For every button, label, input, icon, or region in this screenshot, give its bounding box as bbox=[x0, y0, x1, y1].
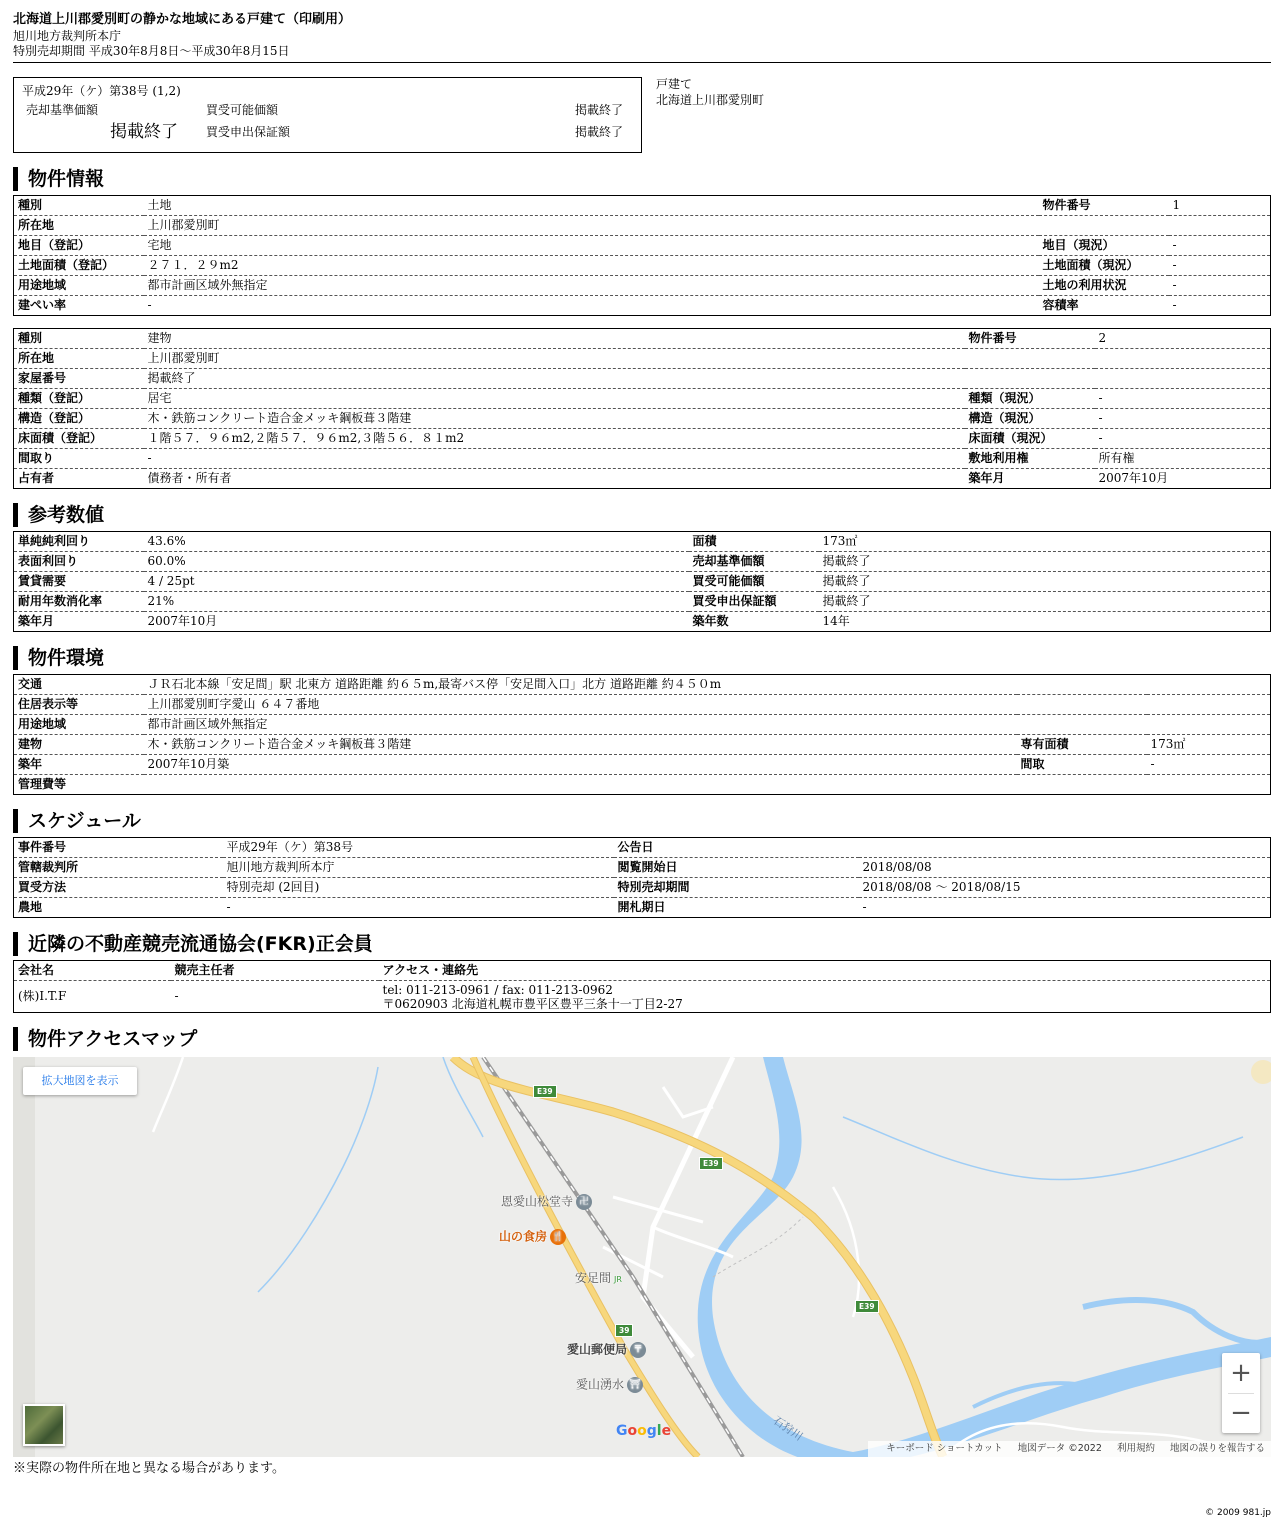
section-map: 物件アクセスマップ bbox=[13, 1027, 1271, 1051]
field-value: 債務者・所有者 bbox=[147, 470, 232, 485]
table-row bbox=[14, 429, 1271, 449]
field-label: 築年月 bbox=[18, 613, 55, 628]
table-row bbox=[14, 196, 1271, 216]
table-row bbox=[14, 329, 1271, 349]
table-row bbox=[14, 675, 1271, 695]
field-value: - bbox=[1095, 409, 1271, 429]
field-value: - bbox=[226, 899, 231, 914]
field-label: 交通 bbox=[14, 675, 144, 695]
table-row bbox=[14, 572, 1271, 592]
field-label: 閲覧開始日 bbox=[614, 858, 859, 878]
field-label: 種類（現況） bbox=[965, 389, 1095, 409]
price-box bbox=[13, 77, 642, 153]
buyable-price-label: 買受可能価額 bbox=[206, 103, 279, 118]
field-label: 間取 bbox=[1017, 755, 1147, 775]
table-row bbox=[14, 612, 1271, 632]
field-value: 建物 bbox=[144, 329, 965, 349]
field-value bbox=[1147, 775, 1271, 795]
field-value: - bbox=[1095, 429, 1271, 449]
environment-table bbox=[13, 674, 1271, 795]
field-value bbox=[1095, 349, 1271, 369]
property-location: 北海道上川郡愛別町 bbox=[656, 92, 765, 107]
field-label: 耐用年数消化率 bbox=[14, 592, 144, 612]
field-label: 築年月 bbox=[968, 470, 1005, 485]
field-label bbox=[1017, 675, 1147, 695]
field-value: 旭川地方裁判所本庁 bbox=[223, 858, 614, 878]
copyright: © 2009 981.jp bbox=[1205, 1508, 1271, 1518]
logo-g: G bbox=[616, 1423, 628, 1440]
field-label: 建ぺい率 bbox=[18, 297, 67, 312]
field-label: 特別売却期間 bbox=[614, 878, 859, 898]
field-label: 専有面積 bbox=[1017, 735, 1147, 755]
field-label: 買受申出保証額 bbox=[689, 592, 819, 612]
field-value: 宅地 bbox=[144, 236, 1039, 256]
field-value bbox=[1147, 715, 1271, 735]
field-value: 所有権 bbox=[1095, 449, 1271, 469]
field-value: 173㎡ bbox=[819, 532, 1271, 552]
field-label: 占有者 bbox=[18, 470, 55, 485]
report-error-link[interactable]: 地図の誤りを報告する bbox=[1169, 1443, 1265, 1455]
field-value: - bbox=[1095, 389, 1271, 409]
page bbox=[13, 12, 1271, 1478]
base-price-label: 売却基準価額 bbox=[26, 103, 99, 118]
field-label: 床面積（登記） bbox=[14, 429, 144, 449]
sale-period: 特別売却期間 平成30年8月8日～平成30年8月15日 bbox=[13, 44, 290, 59]
field-value: - bbox=[1169, 236, 1271, 256]
field-label: 農地 bbox=[18, 899, 43, 914]
field-label: 買受可能価額 bbox=[689, 572, 819, 592]
field-value: 上川郡愛別町 bbox=[144, 216, 1039, 236]
section-environment: 物件環境 bbox=[13, 646, 1271, 670]
header-divider bbox=[13, 62, 1271, 63]
field-value: 掲載終了 bbox=[819, 592, 1271, 612]
temple-icon: 卍 bbox=[576, 1194, 592, 1210]
field-value: 上川郡愛別町字愛山 ６４７番地 bbox=[144, 695, 1017, 715]
case-number: 平成29年（ケ）第38号 (1,2) bbox=[22, 84, 181, 99]
field-value bbox=[1147, 675, 1271, 695]
zoom-control bbox=[1222, 1353, 1260, 1433]
section-fkr: 近隣の不動産競売流通協会(FKR)正会員 bbox=[13, 932, 1271, 956]
table-row bbox=[14, 532, 1271, 552]
field-label: 用途地域 bbox=[14, 715, 144, 735]
field-label: 用途地域 bbox=[14, 276, 144, 296]
map-canvas bbox=[13, 1057, 1271, 1457]
field-value: 2018/08/08 bbox=[859, 858, 1271, 878]
fkr-contact bbox=[379, 981, 1271, 1013]
field-label bbox=[1017, 695, 1147, 715]
property-type: 戸建て bbox=[656, 77, 693, 92]
poi-restaurant[interactable] bbox=[499, 1229, 566, 1245]
field-value: 2007年10月 bbox=[1098, 470, 1169, 485]
summary bbox=[13, 77, 1271, 153]
property-overview bbox=[656, 77, 764, 153]
section-property-info: 物件情報 bbox=[13, 167, 1271, 191]
field-value: 居宅 bbox=[144, 389, 965, 409]
field-value: - bbox=[1147, 755, 1271, 775]
field-value: 掲載終了 bbox=[144, 369, 965, 389]
field-label: 築年 bbox=[14, 755, 144, 775]
map-note: ※実際の物件所在地と異なる場合があります。 bbox=[13, 1461, 285, 1477]
field-value: 60.0% bbox=[144, 552, 689, 572]
table-row bbox=[14, 256, 1271, 276]
table-row bbox=[14, 735, 1271, 755]
poi-station-label: 安足間 bbox=[575, 1271, 612, 1286]
field-value: 2007年10月築 bbox=[144, 755, 1017, 775]
fkr-header-agent: 競売主任者 bbox=[171, 961, 379, 981]
field-label: 土地の利用状況 bbox=[1039, 276, 1169, 296]
field-label: 種別 bbox=[14, 196, 144, 216]
field-value: 21% bbox=[144, 592, 689, 612]
building-table bbox=[13, 328, 1271, 489]
field-value: 14年 bbox=[822, 613, 850, 628]
field-value: 1 bbox=[1169, 196, 1271, 216]
table-row bbox=[14, 552, 1271, 572]
restaurant-icon: 🍴 bbox=[550, 1229, 566, 1245]
table-row bbox=[14, 695, 1271, 715]
court-name: 旭川地方裁判所本庁 bbox=[13, 28, 122, 43]
table-row bbox=[14, 469, 1271, 489]
field-label bbox=[1039, 216, 1169, 236]
map-attribution bbox=[868, 1441, 1271, 1457]
page-title: 北海道上川郡愛別町の静かな地域にある戸建て（印刷用） bbox=[13, 12, 352, 27]
field-value: 4 / 25pt bbox=[144, 572, 689, 592]
field-value: 木・鉄筋コンクリート造合金メッキ鋼板葺３階建 bbox=[144, 409, 965, 429]
field-value: - bbox=[1169, 256, 1271, 276]
field-value: 都市計画区域外無指定 bbox=[144, 715, 1017, 735]
river-label: 石狩川 bbox=[770, 1413, 806, 1444]
buyable-price-value: 掲載終了 bbox=[574, 103, 623, 118]
field-value: - bbox=[147, 297, 152, 312]
land-table bbox=[13, 195, 1271, 316]
field-label: 所在地 bbox=[14, 216, 144, 236]
field-value: ＪＲ石北本線「安足間」駅 北東方 道路距離 約６５m,最寄バス停「安足間入口」北方 道路距離 約４５０m bbox=[144, 675, 1017, 695]
field-value bbox=[859, 838, 1271, 858]
field-label: 地目（現況） bbox=[1039, 236, 1169, 256]
field-value: 2 bbox=[1095, 329, 1271, 349]
field-value: 都市計画区域外無指定 bbox=[144, 276, 1039, 296]
field-label: 家屋番号 bbox=[14, 369, 144, 389]
fkr-table bbox=[13, 960, 1271, 1013]
field-label: 表面利回り bbox=[14, 552, 144, 572]
field-value: 特別売却 (2回目) bbox=[223, 878, 614, 898]
fkr-header-company: 会社名 bbox=[14, 961, 171, 981]
poi-post-office[interactable] bbox=[567, 1342, 646, 1358]
enlarge-map-button[interactable]: 拡大地図を表示 bbox=[23, 1067, 137, 1095]
field-label: 事件番号 bbox=[14, 838, 223, 858]
table-row bbox=[14, 981, 1271, 1013]
table-row bbox=[14, 389, 1271, 409]
fkr-header-contact: アクセス・連絡先 bbox=[379, 961, 1271, 981]
map-data-text: 地図データ ©2022 bbox=[1017, 1443, 1102, 1455]
table-row bbox=[14, 369, 1271, 389]
field-value bbox=[1169, 216, 1271, 236]
keyboard-shortcuts-link[interactable]: キーボード ショートカット bbox=[886, 1443, 1003, 1455]
field-value: 上川郡愛別町 bbox=[144, 349, 965, 369]
table-row bbox=[14, 592, 1271, 612]
field-value bbox=[1147, 695, 1271, 715]
field-label: 構造（登記） bbox=[14, 409, 144, 429]
google-logo: Google bbox=[616, 1423, 672, 1440]
table-row bbox=[14, 409, 1271, 429]
poi-station[interactable] bbox=[575, 1271, 622, 1287]
reference-table bbox=[13, 531, 1271, 632]
table-row bbox=[14, 296, 1271, 316]
table-row bbox=[14, 838, 1271, 858]
poi-temple[interactable] bbox=[501, 1194, 592, 1210]
field-label: 容積率 bbox=[1042, 297, 1079, 312]
table-row bbox=[14, 961, 1271, 981]
field-label: 種別 bbox=[14, 329, 144, 349]
field-label: 種類（登記） bbox=[14, 389, 144, 409]
field-value bbox=[144, 775, 1017, 795]
access-map[interactable] bbox=[13, 1057, 1271, 1457]
field-label bbox=[1017, 775, 1147, 795]
base-price-value: 掲載終了 bbox=[110, 122, 178, 143]
field-value: 掲載終了 bbox=[819, 552, 1271, 572]
poi-spring[interactable] bbox=[576, 1377, 643, 1393]
route-39-shield: 39 bbox=[615, 1324, 633, 1337]
field-label: 間取り bbox=[14, 449, 144, 469]
field-label: 土地面積（現況） bbox=[1039, 256, 1169, 276]
field-value: - bbox=[144, 449, 965, 469]
table-row bbox=[14, 449, 1271, 469]
field-value: ２７１．２９m2 bbox=[144, 256, 1039, 276]
field-label bbox=[1017, 715, 1147, 735]
field-label: 物件番号 bbox=[1039, 196, 1169, 216]
table-row bbox=[14, 349, 1271, 369]
table-row bbox=[14, 775, 1271, 795]
poi-restaurant-label: 山の食房 bbox=[499, 1229, 548, 1244]
table-row bbox=[14, 276, 1271, 296]
field-label: 建物 bbox=[14, 735, 144, 755]
field-label: 地目（登記） bbox=[14, 236, 144, 256]
field-label: 土地面積（登記） bbox=[14, 256, 144, 276]
field-value: 2007年10月 bbox=[147, 613, 218, 628]
field-value: 土地 bbox=[144, 196, 1039, 216]
fkr-agent: - bbox=[174, 988, 179, 1003]
zoom-in-button[interactable]: + bbox=[1230, 1358, 1252, 1389]
field-label: 敷地利用権 bbox=[965, 449, 1095, 469]
table-row bbox=[14, 216, 1271, 236]
field-label: 公告日 bbox=[614, 838, 859, 858]
table-row bbox=[14, 715, 1271, 735]
table-row bbox=[14, 236, 1271, 256]
field-label: 管理費等 bbox=[18, 776, 67, 791]
field-label: 住居表示等 bbox=[14, 695, 144, 715]
schedule-table bbox=[13, 837, 1271, 918]
field-value: - bbox=[862, 899, 867, 914]
post-office-icon: 〒 bbox=[630, 1342, 646, 1358]
table-row bbox=[14, 878, 1271, 898]
field-label: 面積 bbox=[689, 532, 819, 552]
field-label bbox=[965, 369, 1095, 389]
field-value: - bbox=[1172, 297, 1177, 312]
field-value: 平成29年（ケ）第38号 bbox=[223, 838, 614, 858]
field-label: 開札期日 bbox=[617, 899, 666, 914]
field-label: 物件番号 bbox=[965, 329, 1095, 349]
field-label: 賃貸需要 bbox=[14, 572, 144, 592]
zoom-out-button[interactable]: − bbox=[1230, 1398, 1252, 1429]
field-value: １階５７．９６m2,２階５７．９６m2,３階５６．８１m2 bbox=[144, 429, 965, 449]
section-schedule: スケジュール bbox=[13, 809, 1271, 833]
poi-spring-label: 愛山湧水 bbox=[576, 1377, 625, 1392]
field-value: 43.6% bbox=[144, 532, 689, 552]
field-value: 木・鉄筋コンクリート造合金メッキ鋼板葺３階建 bbox=[144, 735, 1017, 755]
table-row bbox=[14, 755, 1271, 775]
table-row bbox=[14, 858, 1271, 878]
field-label: 築年数 bbox=[692, 613, 729, 628]
field-label: 構造（現況） bbox=[965, 409, 1095, 429]
field-label: 売却基準価額 bbox=[689, 552, 819, 572]
route-e39-shield: E39 bbox=[533, 1085, 557, 1098]
jr-station-icon: JR bbox=[614, 1275, 622, 1285]
fkr-tel: tel: 011-213-0961 / fax: 011-213-0962 bbox=[382, 982, 613, 997]
field-label: 単純純利回り bbox=[14, 532, 144, 552]
field-label: 買受方法 bbox=[14, 878, 223, 898]
field-label: 所在地 bbox=[14, 349, 144, 369]
field-value: 掲載終了 bbox=[819, 572, 1271, 592]
field-label: 床面積（現況） bbox=[965, 429, 1095, 449]
deposit-label: 買受申出保証額 bbox=[206, 125, 291, 140]
satellite-toggle-button[interactable] bbox=[23, 1404, 65, 1446]
field-value bbox=[1095, 369, 1271, 389]
table-row bbox=[14, 898, 1271, 918]
deposit-value: 掲載終了 bbox=[574, 125, 623, 140]
route-e39-shield: E39 bbox=[699, 1157, 723, 1170]
section-reference: 参考数値 bbox=[13, 503, 1271, 527]
field-value: 2018/08/08 ～ 2018/08/15 bbox=[859, 878, 1271, 898]
poi-post-label: 愛山郵便局 bbox=[567, 1342, 628, 1357]
terms-link[interactable]: 利用規約 bbox=[1116, 1443, 1155, 1455]
route-e39-shield: E39 bbox=[855, 1300, 879, 1313]
fkr-company: (株)I.T.F bbox=[18, 988, 67, 1003]
fkr-address: 〒0620903 北海道札幌市豊平区豊平三条十一丁目2-27 bbox=[382, 996, 683, 1011]
field-value: - bbox=[1169, 276, 1271, 296]
field-value: 173㎡ bbox=[1147, 735, 1271, 755]
shrine-icon: ⛩ bbox=[627, 1377, 643, 1393]
field-label bbox=[965, 349, 1095, 369]
field-label: 管轄裁判所 bbox=[14, 858, 223, 878]
poi-temple-label: 恩愛山松堂寺 bbox=[501, 1194, 574, 1209]
